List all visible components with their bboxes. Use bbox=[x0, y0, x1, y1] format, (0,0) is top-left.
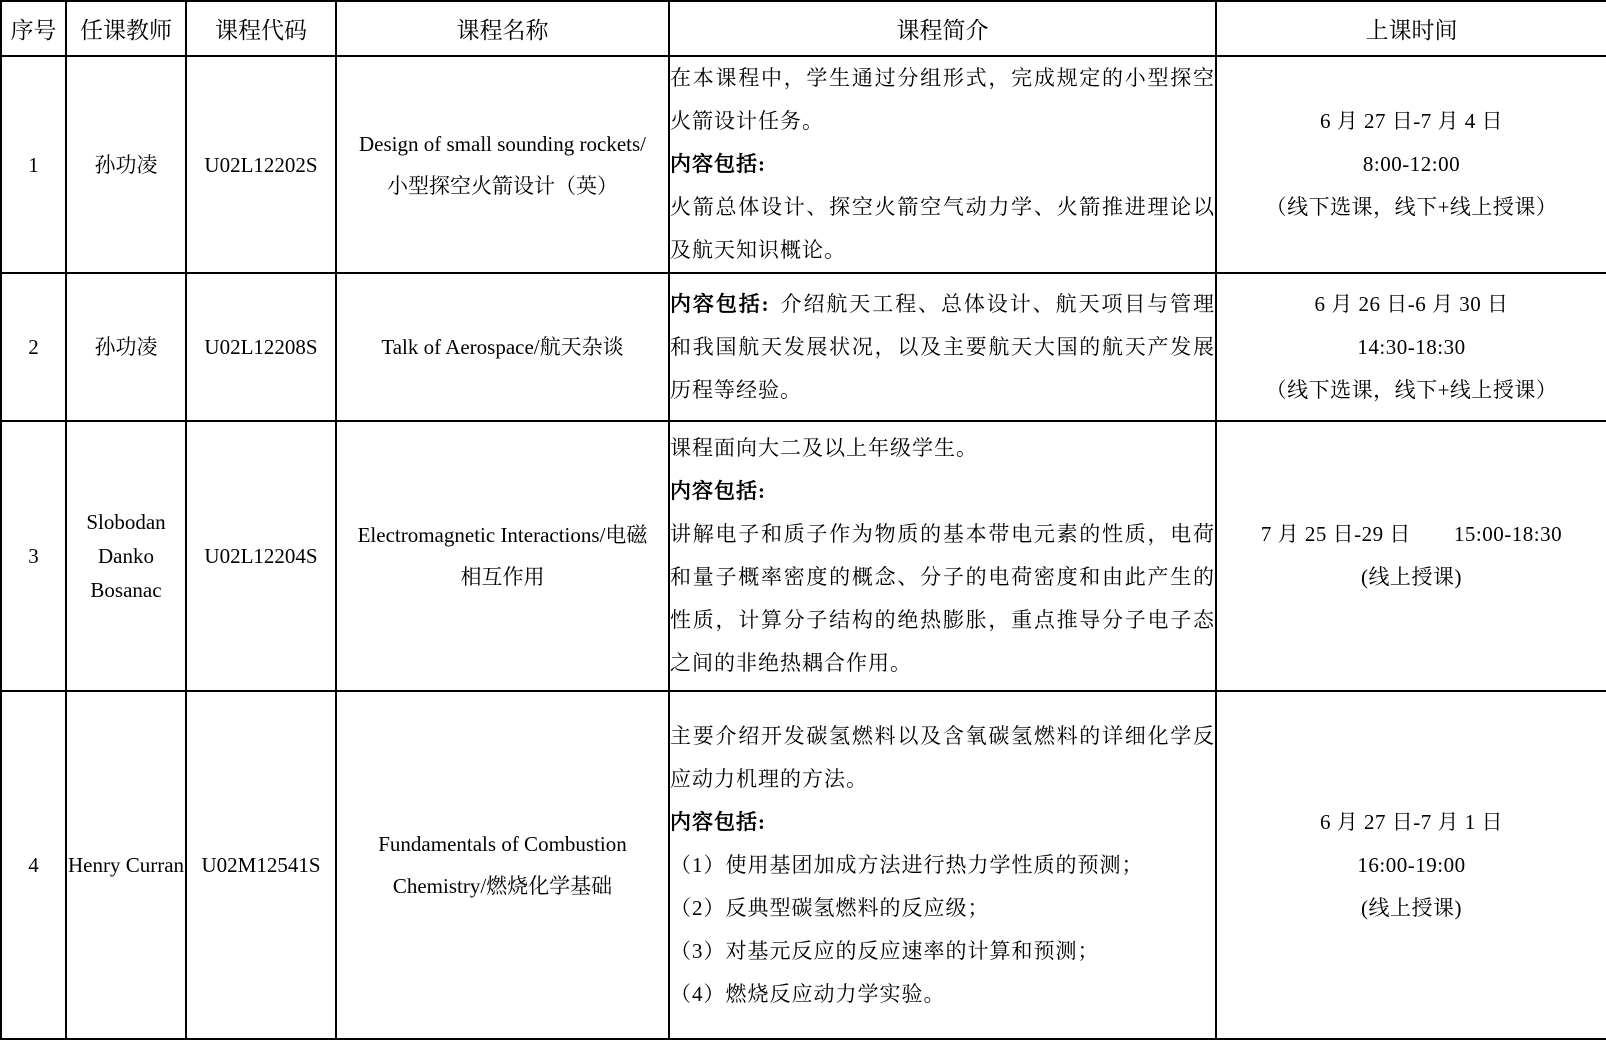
intro-list-item: （4）燃烧反应动力学实验。 bbox=[670, 981, 946, 1006]
intro-label: 内容包括: bbox=[670, 479, 766, 503]
course-code-cell: U02M12541S bbox=[186, 691, 336, 1039]
course-name-cell: Design of small sounding rockets/ 小型探空火箭设计（英） bbox=[336, 56, 669, 273]
course-name-cell: Fundamentals of Combustion Chemistry/燃烧化学基础 bbox=[336, 691, 669, 1039]
course-code-cell: U02L12204S bbox=[186, 421, 336, 691]
intro-label: 内容包括: bbox=[670, 291, 770, 316]
intro-list-item: （3）对基元反应的反应速率的计算和预测； bbox=[670, 938, 1100, 963]
row-number-cell: 3 bbox=[1, 421, 66, 691]
intro-paragraph: 课程面向大二及以上年级学生。 bbox=[670, 436, 978, 460]
table-row bbox=[1, 691, 1606, 1039]
row-number-cell: 1 bbox=[1, 56, 66, 273]
intro-paragraph: 讲解电子和质子作为物质的基本带电元素的性质，电荷和量子概率密度的概念、分子的电荷密度和由此产生的性质，计算分子结构的绝热膨胀，重点推导分子电子态之间的非绝热耦合作用。 bbox=[670, 522, 1215, 675]
header-row bbox=[1, 1, 1606, 56]
course-name-cell: Talk of Aerospace/航天杂谈 bbox=[336, 273, 669, 421]
course-code-cell: U02L12208S bbox=[186, 273, 336, 421]
row-number-cell: 2 bbox=[1, 273, 66, 421]
course-code-cell: U02L12202S bbox=[186, 56, 336, 273]
intro-label: 内容包括: bbox=[670, 809, 766, 834]
course-intro-cell bbox=[669, 273, 1216, 421]
intro-inline-text: 介绍航天工程、总体设计、航天项目与管理和我国航天发展状况，以及主要航天大国的航天产发展历程等经验。 bbox=[670, 291, 1216, 402]
intro-list-item: （2）反典型碳氢燃料的反应级； bbox=[670, 895, 990, 920]
intro-paragraph: 在本课程中，学生通过分组形式，完成规定的小型探空火箭设计任务。 bbox=[670, 66, 1215, 133]
row-number-cell: 4 bbox=[1, 691, 66, 1039]
header-课程名称: 课程名称 bbox=[336, 1, 669, 56]
course-intro-cell bbox=[669, 691, 1216, 1039]
header-序号: 序号 bbox=[1, 1, 66, 56]
class-time-cell: 6 月 26 日-6 月 30 日 14:30-18:30 （线下选课，线下+线上授课） bbox=[1216, 273, 1606, 421]
header-课程代码: 课程代码 bbox=[186, 1, 336, 56]
table-row bbox=[1, 421, 1606, 691]
course-intro-cell bbox=[669, 56, 1216, 273]
teacher-cell: 孙功凌 bbox=[66, 56, 186, 273]
course-name-cell: Electromagnetic Interactions/电磁 相互作用 bbox=[336, 421, 669, 691]
teacher-cell: Henry Curran bbox=[66, 691, 186, 1039]
teacher-cell: Slobodan Danko Bosanac bbox=[66, 421, 186, 691]
table-row bbox=[1, 273, 1606, 421]
class-time-cell: 6 月 27 日-7 月 4 日 8:00-12:00 （线下选课，线下+线上授课） bbox=[1216, 56, 1606, 273]
header-上课时间: 上课时间 bbox=[1216, 1, 1606, 56]
header-任课教师: 任课教师 bbox=[66, 1, 186, 56]
header-课程简介: 课程简介 bbox=[669, 1, 1216, 56]
intro-paragraph: 火箭总体设计、探空火箭空气动力学、火箭推进理论以及航天知识概论。 bbox=[670, 195, 1215, 262]
class-time-cell: 7 月 25 日-29 日 15:00-18:30 (线上授课) bbox=[1216, 421, 1606, 691]
intro-paragraph: 主要介绍开发碳氢燃料以及含氧碳氢燃料的详细化学反应动力机理的方法。 bbox=[670, 723, 1215, 791]
course-intro-cell bbox=[669, 421, 1216, 691]
intro-list-item: （1）使用基团加成方法进行热力学性质的预测； bbox=[670, 852, 1144, 877]
intro-paragraph bbox=[670, 283, 1215, 412]
intro-label: 内容包括: bbox=[670, 152, 766, 176]
table-row bbox=[1, 56, 1606, 273]
class-time-cell: 6 月 27 日-7 月 1 日 16:00-19:00 (线上授课) bbox=[1216, 691, 1606, 1039]
teacher-cell: 孙功凌 bbox=[66, 273, 186, 421]
